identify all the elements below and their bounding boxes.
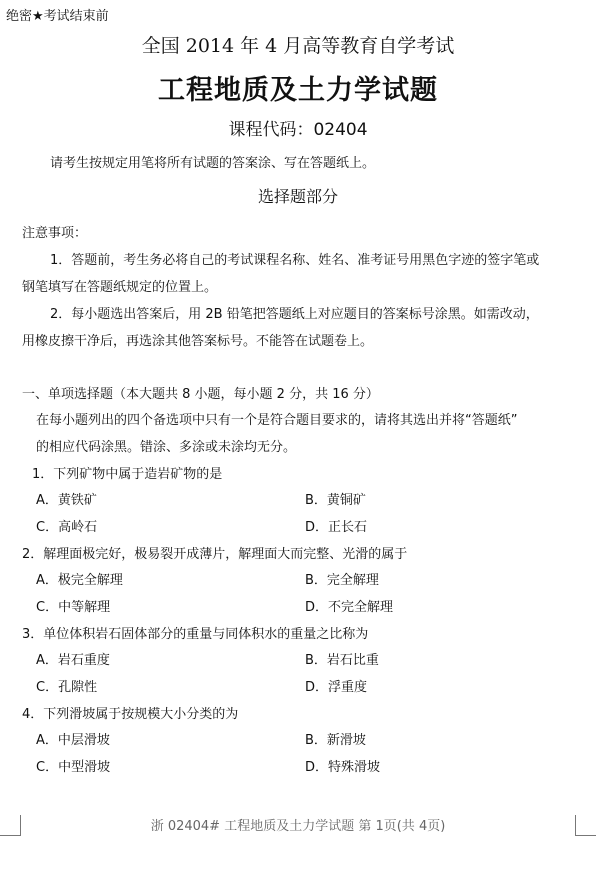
question-4-option-a: A．中层滑坡: [36, 733, 110, 748]
course-code: 课程代码：02404: [228, 120, 368, 140]
exam-name: 全国 2014 年 4 月高等教育自学考试: [141, 35, 455, 57]
question-1-option-d: D．正长石: [305, 520, 368, 535]
question-1-stem: 1．下列矿物中属于造岩矿物的是: [32, 467, 223, 482]
question-3-stem: 3．单位体积岩石固体部分的重量与同体积水的重量之比称为: [22, 627, 369, 642]
section-desc-line-2: 的相应代码涂黑。错涂、多涂或未涂均无分。: [36, 440, 297, 455]
question-3-option-d: D．浮重度: [305, 680, 368, 695]
page-title: 工程地质及土力学试题: [158, 75, 438, 106]
question-4-option-c: C．中型滑坡: [36, 760, 111, 775]
notes-label: 注意事项：: [22, 226, 88, 241]
note-1-line-2: 钢笔填写在答题纸规定的位置上。: [22, 280, 218, 295]
question-2-option-c: C．中等解理: [36, 600, 111, 615]
note-2-line-2: 用橡皮擦干净后，再选涂其他答案标号。不能答在试题卷上。: [22, 334, 374, 349]
question-3-option-c: C．孔隙性: [36, 680, 98, 695]
question-1-option-b: B．黄铜矿: [305, 493, 366, 508]
section-heading: 一、单项选择题（本大题共 8 小题，每小题 2 分，共 16 分）: [22, 387, 379, 402]
note-2-line-1: 2．每小题选出答案后，用 2B 铅笔把答题纸上对应题目的答案标号涂黑。如需改动，: [50, 307, 539, 322]
question-4-option-d: D．特殊滑坡: [305, 760, 381, 775]
answer-instruction: 请考生按规定用笔将所有试题的答案涂、写在答题纸上。: [50, 156, 376, 171]
confidential-label: 绝密★考试结束前: [6, 9, 109, 24]
question-1-option-c: C．高岭石: [36, 520, 98, 535]
question-1-option-a: A．黄铁矿: [36, 493, 97, 508]
question-3-option-a: A．岩石重度: [36, 653, 110, 668]
question-3-option-b: B．岩石比重: [305, 653, 379, 668]
part-title: 选择题部分: [257, 187, 338, 206]
question-4-stem: 4．下列滑坡属于按规模大小分类的为: [22, 707, 239, 722]
question-2-option-a: A．极完全解理: [36, 573, 123, 588]
section-desc-line-1: 在每小题列出的四个备选项中只有一个是符合题目要求的，请将其选出并将“答题纸”: [36, 413, 518, 428]
question-2-stem: 2．解理面极完好，极易裂开成薄片，解理面大而完整、光滑的属于: [22, 547, 408, 562]
question-2-option-b: B．完全解理: [305, 573, 379, 588]
page-footer: 浙 02404# 工程地质及土力学试题 第 1页(共 4页): [150, 819, 446, 834]
question-4-option-b: B．新滑坡: [305, 733, 366, 748]
question-2-option-d: D．不完全解理: [305, 600, 394, 615]
note-1-line-1: 1．答题前，考生务必将自己的考试课程名称、姓名、准考证号用黑色字迹的签字笔或: [50, 253, 540, 268]
